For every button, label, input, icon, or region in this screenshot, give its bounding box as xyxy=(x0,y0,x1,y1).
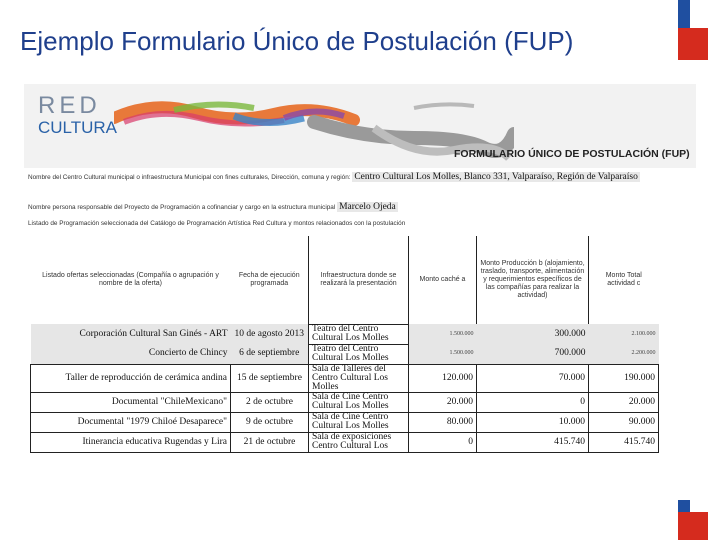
cell-infra: Sala de exposiciones Centro Cultural Los xyxy=(309,432,409,452)
responsable-value: Marcelo Ojeda xyxy=(339,202,396,212)
table-row xyxy=(31,324,659,344)
cell-total: 90.000 xyxy=(589,412,659,432)
cell-produccion: 10.000 xyxy=(477,412,589,432)
cell-total: 2.200.000 xyxy=(589,344,659,364)
cell-fecha: 9 de octubre xyxy=(231,412,309,432)
header-fecha: Fecha de ejecución programada xyxy=(238,272,300,287)
listado-label: Listado de Programación seleccionada del Catálogo de Programación Artística Red Cultura y montos relacionados con la postulación xyxy=(28,220,406,227)
cell-cache: 80.000 xyxy=(409,412,477,432)
cell-cache: 0 xyxy=(409,432,477,452)
cell-oferta: Itinerancia educativa Rugendas y Lira xyxy=(31,432,231,452)
table-row xyxy=(31,364,659,392)
cell-fecha: 15 de septiembre xyxy=(231,364,309,392)
fup-form-image xyxy=(24,84,696,456)
header-total: Monto Total actividad c xyxy=(605,272,642,287)
centro-value: Centro Cultural Los Molles, Blanco 331, Valparaíso, Región de Valparaíso xyxy=(354,172,638,182)
cell-infra: Sala de Talleres del Centro Cultural Los Molles xyxy=(309,364,409,392)
cell-fecha: 2 de octubre xyxy=(231,392,309,412)
listado-line xyxy=(28,220,405,227)
responsable-label: Nombre persona responsable del Proyecto de Programación a cofinanciar y cargo en la estructura municipal xyxy=(28,204,336,211)
form-title: FORMULARIO ÚNICO DE POSTULACIÓN (FUP) xyxy=(454,148,690,160)
cell-fecha: 10 de agosto 2013 xyxy=(231,324,309,344)
table-row xyxy=(31,344,659,364)
cell-infra: Teatro del Centro Cultural Los Molles xyxy=(309,344,409,364)
table-row xyxy=(31,432,659,452)
cell-infra: Teatro del Centro Cultural Los Molles xyxy=(309,324,409,344)
cell-oferta: Documental "1979 Chiloé Desaparece" xyxy=(31,412,231,432)
header-cache: Monto caché a xyxy=(419,276,466,283)
header-oferta: Listado ofertas seleccionadas (Compañía o agrupación y nombre de la oferta) xyxy=(42,272,219,287)
cell-cache: 120.000 xyxy=(409,364,477,392)
cell-cache: 20.000 xyxy=(409,392,477,412)
logo-line-2: CULTURA xyxy=(38,118,118,137)
cell-total: 20.000 xyxy=(589,392,659,412)
header-produccion: Monto Producción b (alojamiento, traslado, transporte, alimentación y requerimientos específicos de las compañías para realizar la actividad) xyxy=(477,236,589,324)
centro-label: Nombre del Centro Cultural municipal o infraestructura Municipal con fines culturales, Dirección, comuna y región: xyxy=(28,174,351,181)
cell-fecha: 6 de septiembre xyxy=(231,344,309,364)
cell-total: 415.740 xyxy=(589,432,659,452)
cell-produccion: 70.000 xyxy=(477,364,589,392)
cell-fecha: 21 de octubre xyxy=(231,432,309,452)
cell-produccion: 300.000 xyxy=(477,324,589,344)
table-row xyxy=(31,392,659,412)
cell-infra: Sala de Cine Centro Cultural Los Molles xyxy=(309,412,409,432)
responsable-line xyxy=(28,202,398,212)
centro-line xyxy=(28,172,640,182)
logo-line-1: RED xyxy=(38,92,101,119)
cell-produccion: 700.000 xyxy=(477,344,589,364)
ofertas-table xyxy=(30,236,659,453)
cell-cache: 1.500.000 xyxy=(409,344,477,364)
table-row xyxy=(31,412,659,432)
cell-produccion: 415.740 xyxy=(477,432,589,452)
chile-flag-top xyxy=(678,0,708,60)
cell-infra: Sala de Cine Centro Cultural Los Molles xyxy=(309,392,409,412)
cell-oferta: Documental "ChileMexicano" xyxy=(31,392,231,412)
cell-oferta: Corporación Cultural San Ginés - ART xyxy=(31,324,231,344)
red-cultura-logo xyxy=(38,94,117,138)
header-infra: Infraestructura donde se realizará la presentación xyxy=(309,236,409,324)
cell-oferta: Concierto de Chincy xyxy=(31,344,231,364)
cell-total: 190.000 xyxy=(589,364,659,392)
cell-total: 2.100.000 xyxy=(589,324,659,344)
cell-oferta: Taller de reproducción de cerámica andina xyxy=(31,364,231,392)
slide-title: Ejemplo Formulario Único de Postulación (FUP) xyxy=(20,26,574,56)
chile-flag-bottom xyxy=(678,500,708,540)
cell-produccion: 0 xyxy=(477,392,589,412)
cell-cache: 1.500.000 xyxy=(409,324,477,344)
